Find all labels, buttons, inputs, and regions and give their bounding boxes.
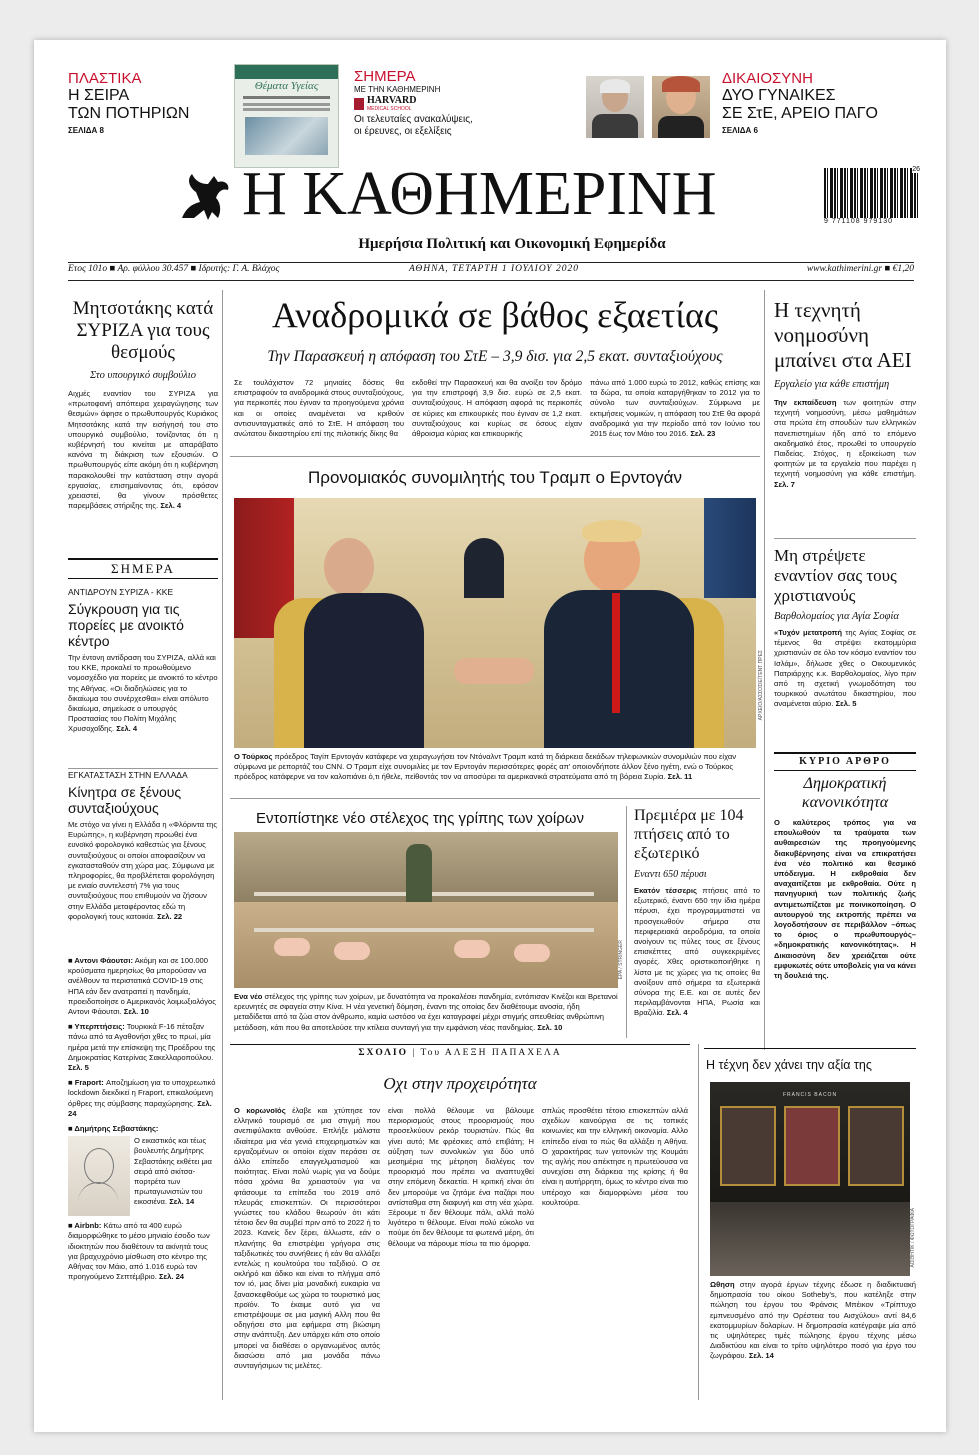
brief-sevastakis[interactable]: ■ Δημήτρης Σεβαστάκης: Ο εικαστικός και τέως βουλευτής Δημήτρης Σεβαστάκης εκθέτει μια σειρά από σκίτσα-πορτρέτα των πρωταγωνιστών του εικοσιένα. Σελ. 14 [68,1124,218,1216]
comment-label: ΣΧΟΛΙΟ | Του ΑΛΕΞΗ ΠΑΠΑΧΕΛΑ [358,1048,562,1058]
lead-headline[interactable]: Αναδρομικά σε βάθος εξαετίας [271,295,719,335]
painting-label: FRANCIS BACON [782,1092,838,1098]
story-headline: Μη στρέψετε εναντίον σας τους χριστιανούς [774,546,897,605]
dateline-issue: Ετος 101ο ■ Αρ. φύλλου 30.457 ■ Ιδρυτής: Γ. Α. Βλάχος [68,264,280,274]
teaser-desc: Οι τελευταίες ανακαλύψεις, [354,114,473,125]
editorial-body: Ο καλύτερος τρόπος για να επουλωθούν τα τραύματα των αυθαιρεσιών της προηγούμενης διακυβέρνησης είναι να επικρατήσει ένα νέο πολιτικό και θεσμικό υπόδειγμα. Η εκθροθαία δεν αναχαιτίζεται με εκθροθαία. Ούτε η πανηγυρική των πολιτικής ζωής αντιμετωπίζεται με ποινικοποίηση. Ο αυτουργού της εκτροπής πρέπει να λογοδοτήσουν σε περιβάλλον –όπως το όριος ο πρωθυπουργός– «δημοκρατικής κανονικότητας». Η Δικαιοσύνη δεν χρειάζεται ούτε εμφυκωτές ούτε υποβολείς για να κάνει τη δουλειά της. [774,818,916,981]
barcode-number: 9 771108 979130 [824,218,893,225]
newspaper-front-page [34,40,946,1432]
item-kicker: ΑΝΤΙΔΡΟΥΝ ΣΥΡΙΖΑ - ΚΚΕ [68,587,174,597]
bacon-triptych-photo [710,1082,910,1276]
art-body: Ωθηση στην αγορά έργων τέχνης έδωσε η διαδικτυακή δημοπρασία του οίκου Sotheby's, που κατέληξε στην πώληση του έργου του Φράνσις Μπέικον «Τρίπτυχο εμπνευσμένο από την Ορέστεια του Αισχύλου» αντί 84,6 εκατομμυρίων δολαρίων. Η δημοπρασία κατέγραψε μία από τις υψηλότερες τιμές πώλησης έργου τέχνης μέσω Διαδικτύου και είναι το τρίτο υψηλότερο ποσό για έργο του ζωγράφου. Σελ. 14 [710,1280,916,1361]
brief-airbnb[interactable]: ■ Airbnb: Κάτω από τα 400 ευρώ διαμορφώθηκε το μέσο μηνιαίο έσοδο των ιδιοκτητών που διαθέτουν τα ακίνητά τους για βραχυχρόνιο μίσθωση στο κέντρο της Αθήνας τον Μάιο, από 1.016 ευρώ τον προηγούμενο Σεπτέμβριο. Σελ. 24 [68,1221,210,1282]
story-deck: Εργαλείο για κάθε επιστήμη [774,379,890,390]
item-headline: Κίνητρα σε ξένους συνταξιούχους [68,784,182,816]
teaser-kicker: ΠΛΑΣΤΙΚΑ [68,70,142,87]
teaser-kicker: ΣΗΜΕΡΑ [354,68,416,85]
teaser-page: ΣΕΛΙΔΑ 6 [722,126,758,135]
comment-col3: σπλώς προσθέτει τέτοιο επισκεπτών αλλά σχεδίων καινούργια σε τις τοπικές κοινωνίες και την ελληνική οικονομία. Αλλο επίπεδο είναι το πώς θα αλλάξει η Αθήνα. Ο χαρακτήρας των γειτονιών της Κουμάτι της αγλής που απέκτησε η πρωτεύουσα να συνεχίσει στη διάρκεια της κρίσης ή θα είναι η αυτήρρητη, όμως το κέντρο είναι πιο υπέροχο και διαμορφώνει μέσα του κουλτούρα. [542,1106,688,1207]
teaser-desc: οι έρευνες, οι εξελίξεις [354,126,452,137]
item-body: Την έντονη αντίδραση του ΣΥΡΙΖΑ, αλλά και του ΚΚΕ, προκαλεί το προωθούμενο νομοσχέδιο για πορείες με ανοικτό το κέντρο της Αθήνας. «Οι διαδηλώσεις για το δικαίωμα του συνέρχεσθαι» είναι απόλυτο δικαίωμα, σημείωσε ο υπουργός Προστασίας του Πολίτη Μιχάλης Χρυσοχοΐδης. Σελ. 4 [68,653,218,734]
dateline-web-price: www.kathimerini.gr ■ €1,20 [806,264,914,274]
brand-name: HARVARD [367,95,417,106]
main-photo-caption: Ο Τούρκος πρόεδρος Ταγίπ Ερντογάν κατάφερε να χειραγωγήσει τον Ντόναλντ Τραμπ κατά τη διάρκεια δεκάδων τηλεφωνικών συνομιλιών που είχαν σύμφωνα με ρεπορτάζ του CNN. Ο Τραμπ είχε συνομιλίες με τον Ερντογάν περισσότερες φορές απ' οποιονδήποτε άλλον ξένο ηγέτη, ενώ ο Τούρκος πρόεδρος κατάφερνε να τον καλοπιάνει ό,τι ήθελε, πείθοντάς τον να αποσύρει τα αμερικανικά στρατεύματα από τη βόρεια Συρία. Σελ. 11 [234,752,737,782]
story-deck: Εναντι 650 πέρυσι [634,869,707,880]
left-top-story[interactable] [68,298,218,511]
left-item-pensioners[interactable] [68,770,218,922]
story-deck: Βαρθολομαίος για Αγία Σοφία [774,611,899,622]
comment-col2: είναι πολλά θέλουμε να βάλουμε περιορισμούς στους προορισμούς που προσελκύουν ρεκόρ τουριστών. Πώς θα γίνει αυτό; Με φρέσκιες από επιβάτη; Η αύξηση των συνολικών για δύο υπό μεσημέρια της μέτρηση διαλέγεις τον προορισμό που πρέπει να αναπτυχθεί στην επόμενη δεκαετία. Η κριτική είναι ότι δεν μπορούμε να ζητάμε ένα παζάρι που αντίσταθμα στη διαφυγή και στη νέα χώρα. Ξέρουμε τι δεν θέλουμε πάλι, αλλά πολύ λιγότερο τι θέλουμε. Είναι πολύ εύκολο να πούμε ότι δεν θέλουμε τα φωτεινά μέρη, ότι θέλουμε να πάρουμε πίσω τα πιο όμορφα. [388,1106,534,1248]
dateline-date: ΑΘΗΝΑ, ΤΕΤΑΡΤΗ 1 ΙΟΥΛΙΟΥ 2020 [409,264,579,274]
comment-col1: Ο κορωνοϊός έλαβε και χτύπησε τον ελληνικό τουρισμό σε μια στιγμή που ανεπιφύλακτα ανθούσε. Επλήξε μάλιστα ιδιαίτερα μια νέα γενιά επιχειρηματιών και εργαζομένων οι οποίοι είχαν περάσει σε άλλο επίπεδο επαγγελματισμού και ποιότητας. Είναι πολύ νωρίς για να δούμε πόσα χρόνια θα χρειαστούν για να φτάσουμε τα επίπεδα του 2019 από πλευράς επισκεπτών. Οι περισσότεροι γνώστες του κλάδου θεωρούν ότι κάτι τέτοιο δεν θα συμβεί πριν από το 2022 ή το 2023. Κανείς δεν ξέρει, άλλωστε, εάν ο πλανήτης θα επιστρέψει γρήγορα στις ταξιδιωτικές του συνήθειες ή εάν θα αλλάξει εντελώς η κουλτούρα του ταξιδιού. Ο σε οκλήρό και άδικο και είναι το πλήγμα από τον ιό, μας δίνει μία μοναδική ευκαιρία να ξανασκεφθούμε ως χώρα το τουριστικό μας προϊόν. Το έκαιμε αυτό για να επιστρέψουμε σε μια μαγική Αλλη που θα οδηγήσει στο μια εφήμερα στη βιώσιμη στην ανάπτυξη. Δεν υπάρχει κάτι στο οποίο μπορεί να διαθέσει ο οργανωμένος αυτός διασώσει από μια μονάδα πάνω συνταγήσιμων τις μελέτες. [234,1106,380,1371]
brief-fraport[interactable]: ■ Fraport: Αποζημίωση για το υποχρεωτικό lockdown διεκδικεί η Fraport, επικαλούμενη όρθρες της σύμβασης παραχώρησης. Σελ. 24 [68,1078,216,1118]
judge-portrait-2 [652,76,710,138]
item-kicker: ΕΓΚΑΤΑΣΤΑΣΗ ΣΤΗΝ ΕΛΛΑΔΑ [68,770,188,780]
masthead-title: Η ΚΑΘΗΜΕΡΙΝΗ [242,160,717,228]
lead-deck: Την Παρασκευή η απόφαση του ΣτΕ – 3,9 δισ. για 2,5 εκατ. συνταξιούχους [267,348,723,365]
pig-farm-photo [234,832,618,988]
photo-credit: ΑΡΧΕΙΟ/ΑΣΣΟΣΙΕΪΤΕΝΤ ΠΡΕΣ [758,650,764,721]
story-body: Την εκπαίδευση των φοιτητών στην τεχνητή νοημοσύνη, μέσω μαθημάτων στα πρώτα έτη σπουδών των ελληνικών πανεπιστημίων ήδη από το επόμενο ακαδημαϊκό έτος, προωθεί το υπουργείο Παιδείας. Στόχος, η εξοικείωση των φοιτητών με τα εργαλεία που παρέχει η τεχνητή νοημοσύνη για κάθε επιστήμη. Σελ. 7 [774,398,916,489]
left-briefs [68,956,218,1282]
flu-headline[interactable]: Εντοπίστηκε νέο στέλεχος της γρίπης των χοίρων [256,810,584,827]
harvard-shield-icon [354,98,364,110]
item-body: Με στόχο να γίνει η Ελλάδα η «Φλόριντα της Ευρώπης», η κυβέρνηση προωθεί ένα ευνοϊκό φορολογικό καθεστώς για ξένους συνταξιούχους οι οποίοι αποφασίζουν να εγκατασταθούν στη χώρα μας. Σύμφωνα με πληροφορίες, θα προβλέπεται φορολόγηση με ενιαίο συντελεστή 7% για τους συνταξιούχους που επιθυμούν να ζήσουν στην Ελλάδα μεταφέροντας εδώ τη φορολογική τους κατοικία. Σελ. 22 [68,820,217,921]
barcode [824,168,920,234]
masthead-subtitle: Ημερήσια Πολιτική και Οικονομική Εφημερίδα [358,236,666,252]
teaser-kicker: ΔΙΚΑΙΟΣΥΝΗ [722,70,813,87]
flu-caption: Ενα νέο στέλεχος της γρίπης των χοίρων, με δυνατότητα να προκαλέσει πανδημία, εντόπισαν Κινέζοι και Βρετανοί ερευνητές σε σφαγεία στην Κίνα. Η νέα γενετική δόμηση, έναντι της οποίας δεν διαθέτουμε ανοσία, ήδη μεταδίδεται από τα ζώα στον άνθρωπο, καμία ωστόσο να έχει καταγραφεί μέχρι στιγμής απευθείας ανθρώπινη μετάδοση, κάτι που θα αποτελούσε την κτίλεια συνταγή για την εμφάνιση νέας πανδημίας. Σελ. 10 [234,992,618,1032]
item-headline: Σύγκρουση για τις πορείες με ανοικτό κέντρο [68,601,184,649]
teaser-line: ΤΩΝ ΠΟΤΗΡΙΩΝ [68,105,190,122]
story-headline: Πρεμιέρα με 104 πτήσεις από το εξωτερικό [634,807,744,862]
lead-col1: Σε τουλάχιστον 72 μηνιαίες δόσεις θα επιστραφούν τα αναδρομικά στους συνταξιούχους, για περικοπές που έγιναν τα προηγούμενα χρόνια και οι οποίες αναμένεται να κριθούν αντισυνταγματικές από το ΣτΕ. Η απόφαση του ανώτατου δικαστηρίου επί της πιλοτικής δίκης θα [234,378,404,439]
teaser-plastics[interactable] [68,70,238,135]
brief-fauci[interactable]: ■ Αντονι Φάουτσι: Ακόμη και σε 100.000 κρούσματα ημερησίως θα μπορούσαν να ανέλθουν τα περιστατικά COVID-19 στις ΗΠΑ εάν δεν ανατραπεί η πανδημία, προειδοποίησε ο Αμερικανός λοιμωξιολόγος Αντονι Φάουτσι. Σελ. 10 [68,956,216,1017]
editorial-headline[interactable]: Δημοκρατική κανονικότητα [801,775,889,811]
teaser-line: ΔΥΟ ΓΥΝΑΙΚΕΣ [722,87,836,104]
story-headline: Μητσοτάκης κατά ΣΥΡΙΖΑ για τους θεσμούς [72,298,214,363]
teaser-line: ΜΕ ΤΗΝ ΚΑΘΗΜΕΡΙΝΗ [354,85,441,94]
judge-portrait-1 [586,76,644,138]
brief-overflights[interactable]: ■ Υπερπτήσεις: Τουρκικά F-16 πέταξαν πάνω από τα Αγαθονήσι χθες το πρωί, μία ημέρα μετά την επίσκεψη της Προέδρου της Δημοκρατίας Κατερίνας Σακελλαροπούλου. Σελ. 5 [68,1022,216,1073]
teaser-justice[interactable] [722,70,922,135]
premiere-flights-story[interactable] [634,806,760,1019]
right-story-ai[interactable] [774,298,916,490]
story-body: Αιχμές εναντίον του ΣΥΡΙΖΑ για «πρωτοφανή απόπειρα χειραγώγησης των θεσμών» άφησε ο πρωθυπουργός Κυριάκος Μητσοτάκης κατά την εισήγησή του στο υπουργικό συμβούλιο, τονίζοντας ότι η κυβέρνησή του κινείται με απαράβατο κανόνα τη διάκριση των εξουσιών. Ο πρωθυπουργός είπε ακόμη ότι η κυβέρνηση παρακολουθεί την κατάσταση στην αγορά εργασίας, επισημαίνοντας ότι, εφόσον χρειαστεί, θα γίνουν πρόσθετες παρεμβάσεις στήριξης της. Σελ. 4 [68,389,218,511]
erdogan-trump-photo [234,498,756,748]
brand-sub: MEDICAL SCHOOL [367,106,412,112]
magazine-cover-thumbnail[interactable] [234,64,339,168]
flu-photo-credit: EPA / STRINGER [618,940,624,980]
teaser-line: ΣΕ ΣτΕ, ΑΡΕΙΟ ΠΑΓΟ [722,105,878,122]
sketch-portrait-image [68,1136,130,1216]
editorial-label: ΚΥΡΙΟ ΑΡΘΡΟ [774,752,916,771]
right-story-hagia-sophia[interactable] [774,546,916,710]
barcode-code: 26 [912,166,920,173]
lead-col2: εκδοθεί την Παρασκευή και θα ανοίξει τον δρόμο για την επιστροφή 3,9 δισ. ευρώ σε 2,5 εκατ. συνταξιούχους. Η απόφαση αφορά τις περικοπές σε κύριες και επικουρικές που έγιναν σε 1,2 εκατ. συνταξιούχους και κυρίως σε όσους είχαν άθροισμα κύριας και επικουρικής [412,378,582,439]
comment-headline[interactable]: Οχι στην προχειρότητα [383,1074,537,1093]
left-item-protests[interactable] [68,587,218,735]
story-body: Εκατόν τέσσερις πτήσεις από το εξωτερικό, έναντι 650 την ίδια ημέρα πέρυσι, έχει προγραμματιστεί να προσγειωθούν σήμερα στα περιφερειακά αεροδρόμια, τα οποία ανοίγουν τις πύλες τους σε ξένους επισκέπτες από συγκεκριμένες αγορές. Χθες οριστικοποιήθηκε η λίστα με τις χώρες για τις οποίες θα ανοίξουν από σήμερα τα εξωτερικά σύνορα της Ε.Ε. και σε αυτές δεν περιλαμβάνονται ΗΠΑ, Ρωσία και Βραζιλία. Σελ. 4 [634,886,760,1018]
main-photo-headline[interactable]: Προνομιακός συνομιλητής του Τραμπ ο Ερντογάν [308,468,682,487]
story-headline: Η τεχνητή νοημοσύνη μπαίνει στα ΑΕΙ [774,298,912,372]
art-photo-credit: ΑΙΣΘΗΤΙΚ / ΦΩΤΟΓΡΑΦΙΑ [910,1208,916,1268]
art-headline[interactable]: Η τέχνη δεν χάνει την αξία της [706,1058,872,1072]
story-body: «Τυχόν μετατροπή της Αγίας Σοφίας σε τέμενος θα στρέψει εκατομμύρια χριστιανών σε όλο τον κόσμο εναντίον του Ισλάμ», δήλωσε χθες ο Οικουμενικός Πατριάρχης κ.κ. Βαρθολομαίος, λίγο πριν από τη σχετική γνωμοδότηση του τουρκικού ανωτάτου δικαστηρίου, που αναμένεται αύριο. Σελ. 5 [774,628,916,709]
magazine-title: Θέματα Υγείας [254,80,319,92]
teaser-health-supplement[interactable] [354,68,534,138]
section-label-today: ΣΗΜΕΡΑ [68,558,218,579]
teaser-page: ΣΕΛΙΔΑ 8 [68,126,104,135]
story-deck: Στο υπουργικό συμβούλιο [90,370,196,381]
griffin-logo-icon [174,168,236,224]
teaser-line: Η ΣΕΙΡΑ [68,87,130,104]
lead-col3: πάνω από 1.000 ευρώ το 2012, καθώς επίσης και τα δώρα, τα οποία καταργήθηκαν το 2012 για το σύνολο των συνταξιούχων. Σύμφωνα με εκτιμήσεις νομικών, η απόφαση του ΣτΕ θα αφορά αναδρομικά για την περίοδο από τον Ιούνιο του 2015 έως τον Μάιο του 2016. Σελ. 23 [590,378,760,439]
